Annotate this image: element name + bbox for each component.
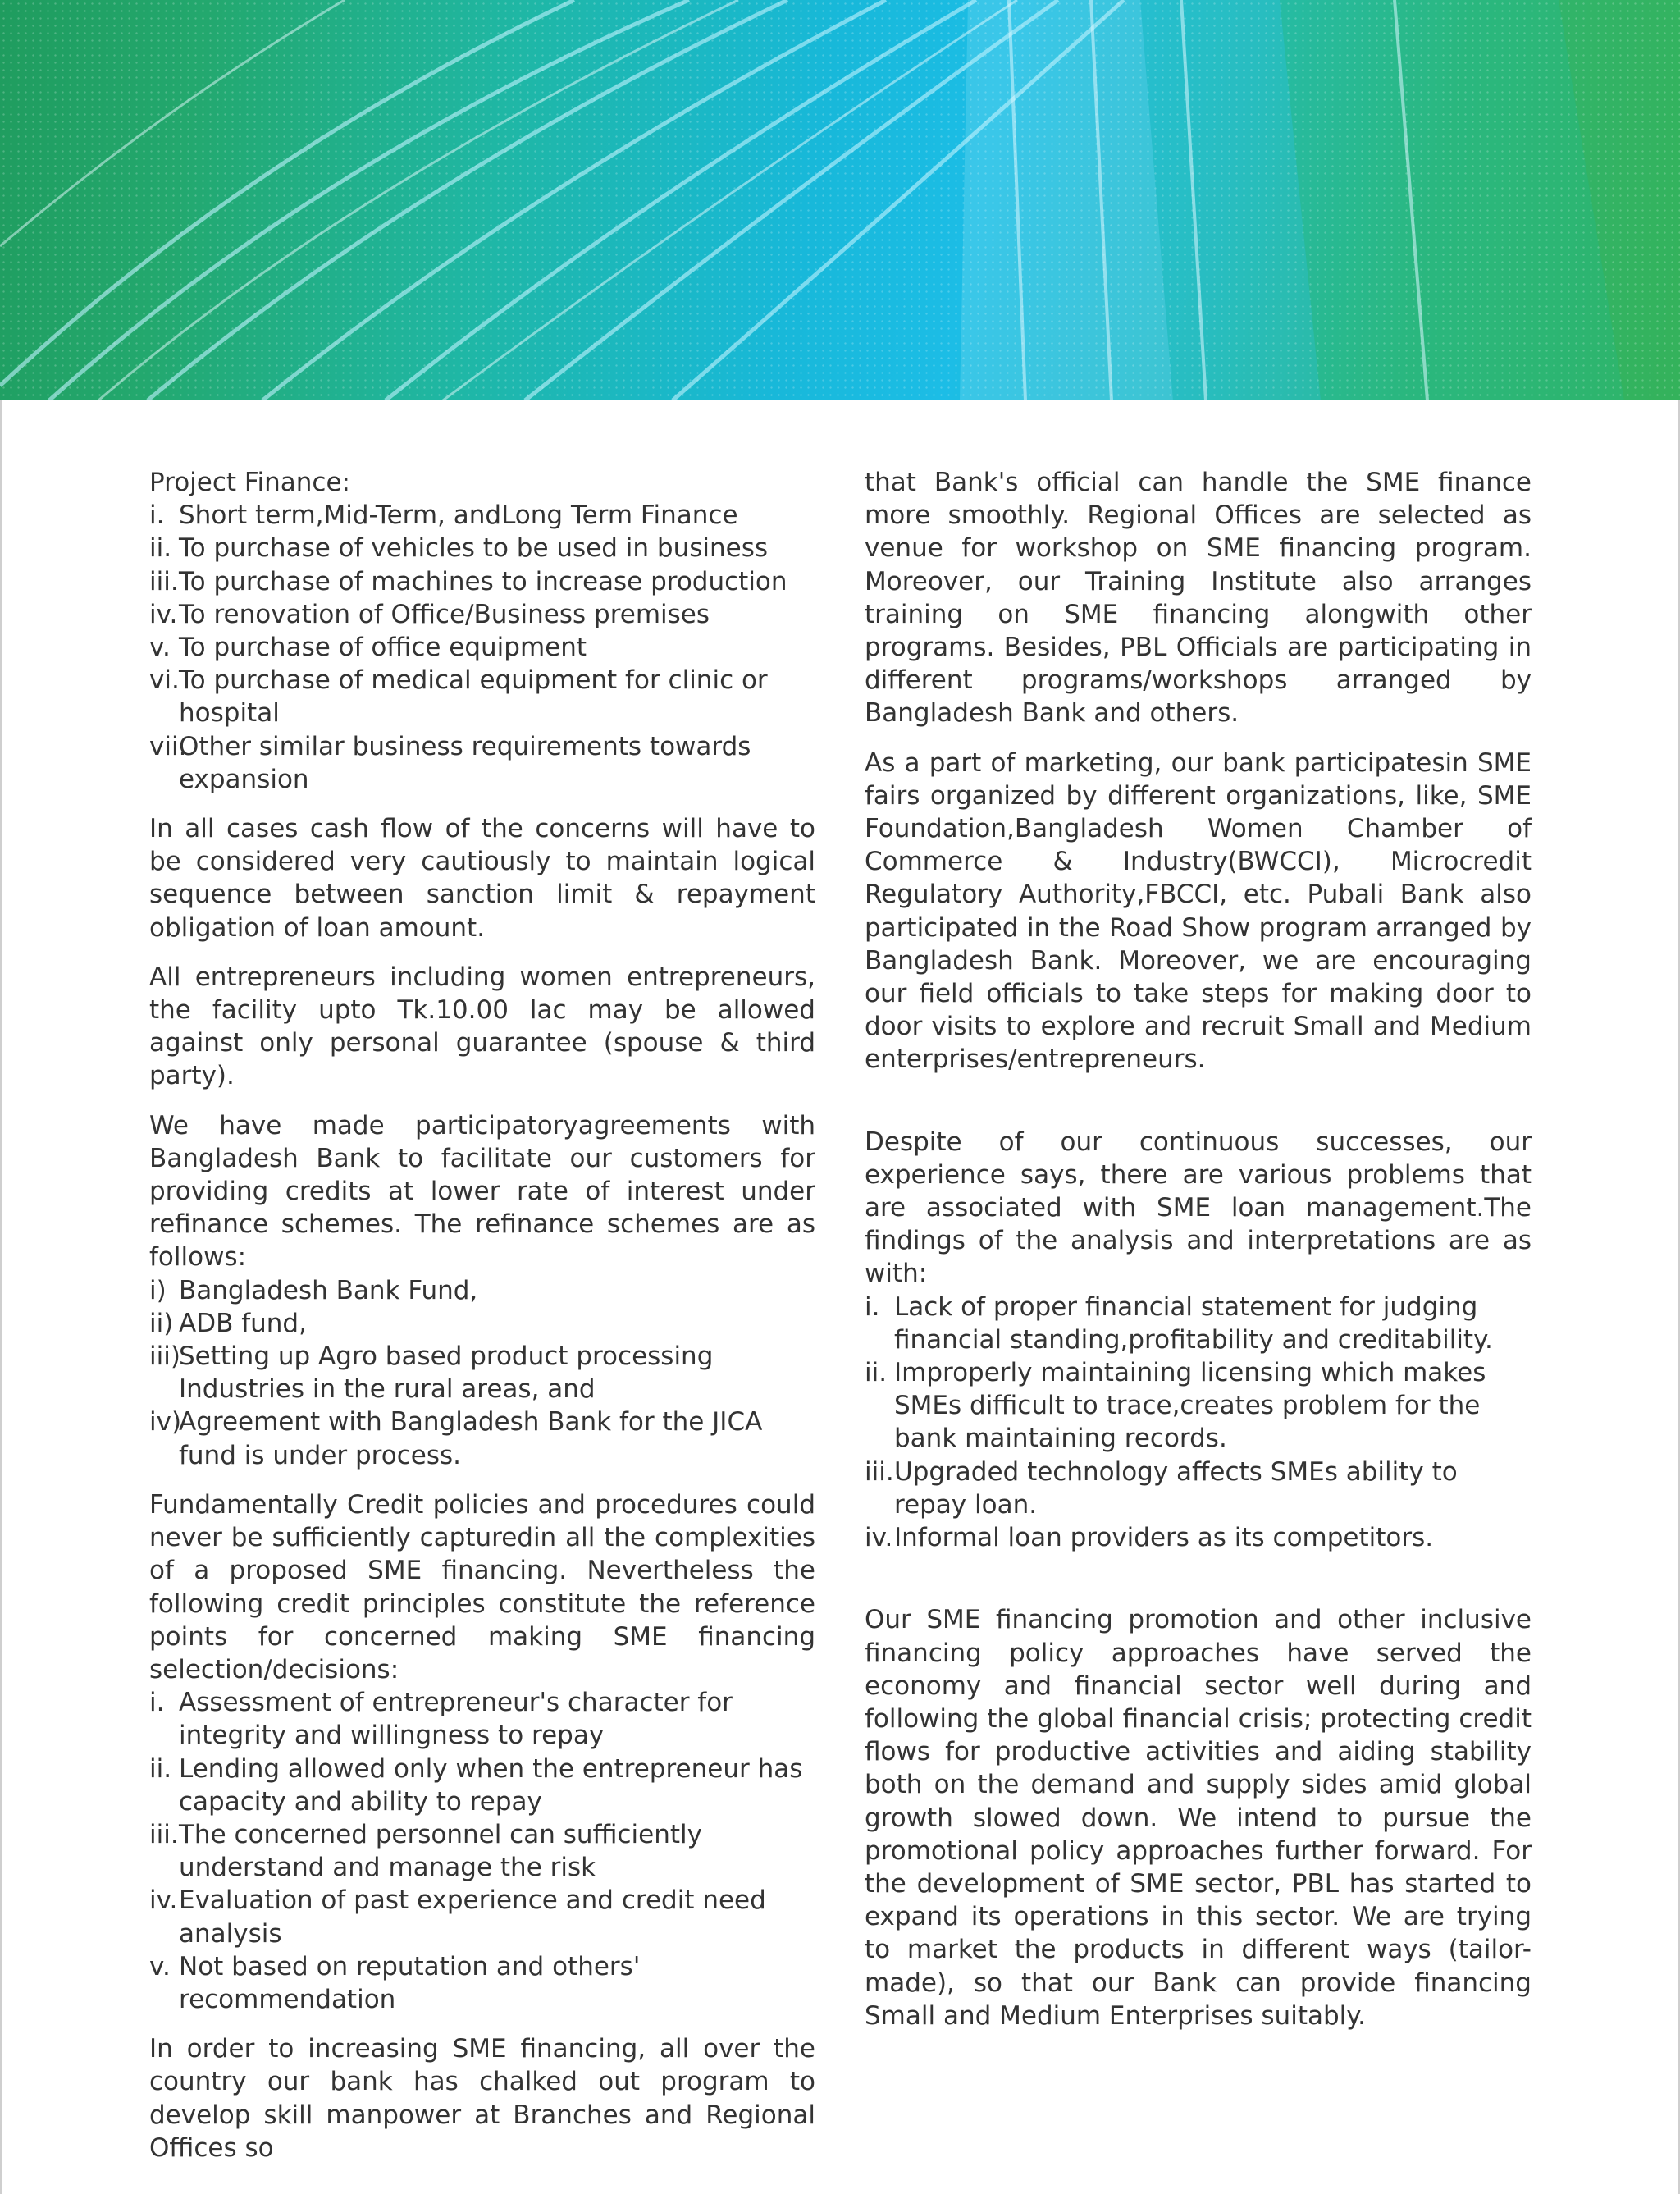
- marketing-paragraph: As a part of marketing, our bank participatesin SME fairs organized by different organizations, like, SME Foundation,Bangladesh Women Chamber of Commerce & Industry(BWCCI), Microcredit Regulatory Authority,FBCCI, etc. Pubali Bank also participated in the Road Show program arranged by Bangladesh Bank. Moreover, we are encouraging our field officials to take steps for making door to door visits to explore and recruit Small and Medium enterprises/entrepreneurs.: [865, 747, 1532, 1075]
- promotion-paragraph: Our SME financing promotion and other inclusive financing policy approaches have served the economy and financial sector well during and following the global financial crisis; protecting credit flows for productive activities and aiding stability both on the demand and supply sides amid global growth slowed down. We intend to pursue the promotional policy approaches further forward. For the development of SME sector, PBL has started to expand its operations in this sector. We are trying to market the products in different ways (tailor-made), so that our Bank can provide financing Small and Medium Enterprises suitably.: [865, 1605, 1532, 2031]
- list-item-text: Setting up Agro based product processing Industries in the rural areas, and: [179, 1342, 714, 1405]
- list-marker: iii): [149, 1342, 180, 1372]
- header-banner: [0, 0, 1680, 400]
- list-item-text: Not based on reputation and others' recommendation: [179, 1951, 641, 2014]
- list-item-text: Short term,Mid-Term, andLong Term Finance: [179, 501, 738, 531]
- list-item: [865, 1456, 1532, 1521]
- list-marker: ii.: [865, 1358, 888, 1388]
- list-item-text: Upgraded technology affects SMEs ability to repay loan.: [894, 1456, 1458, 1520]
- list-item: [149, 1307, 815, 1340]
- list-item: [149, 499, 815, 532]
- list-marker: i.: [865, 1291, 880, 1322]
- cash-flow-paragraph: In all cases cash flow of the concerns will have to be considered very cautiously to maintain logical sequence between sanction limit & repayment obligation of loan amount.: [149, 814, 815, 943]
- list-marker: i.: [149, 501, 165, 531]
- list-item-text: Lending allowed only when the entrepreneur has capacity and ability to repay: [179, 1753, 803, 1817]
- list-item: [149, 1950, 815, 2016]
- list-marker: ii): [149, 1308, 174, 1338]
- list-item-text: To purchase of office equipment: [179, 633, 587, 663]
- list-marker: iv.: [865, 1523, 893, 1553]
- page-border-left: [0, 400, 2, 2194]
- list-marker: vi.: [149, 665, 180, 696]
- list-item: [865, 1291, 1532, 1356]
- list-item: [149, 532, 815, 564]
- list-item-text: ADB fund,: [179, 1308, 307, 1338]
- list-marker: ii.: [149, 1753, 172, 1784]
- list-item-text: Evaluation of past experience and credit need analysis: [179, 1885, 766, 1949]
- list-marker: i.: [149, 1688, 165, 1718]
- list-item-text: To purchase of medical equipment for clinic or hospital: [179, 665, 768, 729]
- refinance-paragraph: We have made participatoryagreements with Bangladesh Bank to facilitate our customers for providing credits at lower rate of interest under refinance schemes. The refinance schemes are as follows:: [149, 1110, 815, 1273]
- list-item: [149, 1340, 815, 1406]
- list-marker: iii.: [149, 1819, 179, 1849]
- list-marker: iii.: [149, 566, 179, 596]
- list-item-text: Lack of proper financial statement for judging financial standing,profitability and creditability.: [894, 1291, 1493, 1355]
- list-item: [865, 1521, 1532, 1554]
- list-marker: iv): [149, 1407, 182, 1438]
- list-item: [149, 565, 815, 598]
- list-item: [149, 598, 815, 631]
- list-item-text: Bangladesh Bank Fund,: [179, 1275, 478, 1305]
- list-item: [149, 1686, 815, 1752]
- list-item: [149, 730, 815, 796]
- credit-policy-paragraph: Fundamentally Credit policies and procedures could never be sufficiently capturedin all the complexities of a proposed SME financing. Nevertheless the following credit principles constitute the reference points for concerned making SME financing selection/decisions:: [149, 1489, 815, 1684]
- list-item-text: To purchase of vehicles to be used in business: [179, 533, 768, 564]
- spacer: [865, 1570, 1532, 1603]
- list-item: [149, 1274, 815, 1307]
- list-marker: iii.: [865, 1456, 894, 1487]
- list-marker: iv.: [149, 1885, 178, 1916]
- list-marker: v.: [149, 1951, 171, 1981]
- list-item-text: Other similar business requirements towards expansion: [179, 731, 751, 794]
- women-entrepreneurs-paragraph: All entrepreneurs including women entrepreneurs, the facility upto Tk.10.00 lac may be allowed against only personal guarantee (spouse & third party).: [149, 962, 815, 1091]
- list-item: [149, 1818, 815, 1884]
- problems-list: [865, 1291, 1532, 1555]
- list-item: [149, 664, 815, 729]
- training-paragraph-start: In order to increasing SME financing, all over the country our bank has chalked out program to develop skill manpower at Branches and Regional Offices so: [149, 2034, 815, 2163]
- list-marker: i): [149, 1275, 167, 1305]
- right-column: [865, 466, 1532, 2049]
- list-item: [149, 631, 815, 664]
- list-marker: v.: [149, 633, 171, 663]
- left-column: [149, 466, 815, 2181]
- list-item: [149, 1884, 815, 1949]
- list-marker: vii.: [149, 731, 187, 761]
- list-item-text: Informal loan providers as its competitors.: [894, 1523, 1434, 1553]
- problems-paragraph: Despite of our continuous successes, our experience says, there are various problems that are associated with SME loan management.The findings of the analysis and interpretations are as with:: [865, 1127, 1532, 1289]
- list-item-text: Agreement with Bangladesh Bank for the JICA fund is under process.: [179, 1407, 763, 1470]
- credit-principles-list: [149, 1686, 815, 2016]
- list-item-text: To renovation of Office/Business premises: [179, 599, 710, 629]
- spacer: [865, 1093, 1532, 1126]
- list-item: [149, 1753, 815, 1818]
- list-item: [149, 1406, 815, 1471]
- list-item-text: To purchase of machines to increase production: [179, 566, 788, 596]
- list-item: [865, 1356, 1532, 1456]
- refinance-list: [149, 1274, 815, 1472]
- project-finance-list: [149, 499, 815, 796]
- list-marker: ii.: [149, 533, 172, 564]
- list-item-text: The concerned personnel can sufficiently understand and manage the risk: [179, 1819, 702, 1883]
- list-item-text: Assessment of entrepreneur's character for integrity and willingness to repay: [179, 1688, 733, 1751]
- list-item-text: Improperly maintaining licensing which makes SMEs difficult to trace,creates problem for the bank maintaining records.: [894, 1358, 1486, 1454]
- training-paragraph-end: that Bank's official can handle the SME finance more smoothly. Regional Offices are selected as venue for workshop on SME financing program. Moreover, our Training Institute also arranges training on SME financing alongwith other programs. Besides, PBL Officials are participating in different programs/workshops arranged by Bangladesh Bank and others.: [865, 468, 1532, 729]
- project-finance-heading: Project Finance:: [149, 468, 350, 497]
- list-marker: iv.: [149, 599, 178, 629]
